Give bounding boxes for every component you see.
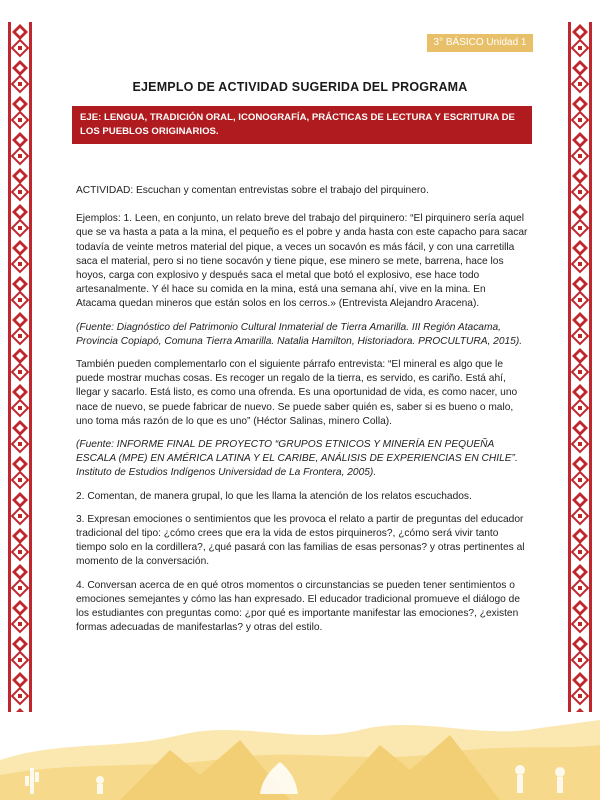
step-3: 3. Expresan emociones o sentimientos que les provoca el relato a partir de preguntas del educador tradicional del tipo: ¿cómo crees que era la vida de estos pirquineros?, ¿cómo será vivir tanto tiempo solo en la cordillera?, ¿qué pasará con las familias de esas personas? y otras pertinentes al momento de la conversación. — [76, 513, 525, 568]
source-citation-1: (Fuente: Diagnóstico del Patrimonio Cultural Inmaterial de Tierra Amarilla. III Región Atacama, Provincia Copiapó, Comuna Tierra Amarilla. Natalia Hamilton, Historiadora. PROCULTURA, 2015). — [76, 321, 523, 347]
step-4: 4. Conversan acerca de en qué otros momentos o circunstancias se pueden tener sentimientos o emociones semejantes y cómo las han expresado. El educador tradicional promueve el diálogo de los estudiantes con preguntas como: ¿por qué es importante manifestar las emociones?, ¿existen formas adecuadas de manifestarlas? y otras del estilo. — [76, 579, 520, 634]
grade-badge: 3° BÁSICO Unidad 1 — [427, 34, 533, 52]
source-citation-2: (Fuente: INFORME FINAL DE PROYECTO “GRUPOS ETNICOS Y MINERÍA EN PEQUEÑA ESCALA (MPE) EN AMÉRICA LATINA Y EL CARIBE, ANÁLISIS DE EXPERIENCIAS EN CHILE”. Instituto de Estudios Indígenos Universidad de La Frontera, 2005). — [76, 439, 518, 479]
page-title: EJEMPLO DE ACTIVIDAD SUGERIDA DEL PROGRAMA — [132, 80, 468, 94]
woven-border-right — [566, 22, 594, 712]
axis-banner: EJE: LENGUA, TRADICIÓN ORAL, ICONOGRAFÍA, PRÁCTICAS DE LECTURA Y ESCRITURA DE LOS PUEBLOS ORIGINARIOS. — [72, 106, 532, 144]
woven-border-left — [6, 22, 34, 712]
activity-content — [76, 184, 528, 644]
landscape-footer-illustration — [0, 690, 600, 800]
example-paragraph: Ejemplos: 1. Leen, en conjunto, un relato breve del trabajo del pirquinero: “El pirquinero sería aquel que se va hasta a pata a la mina, el pequeño es el pobre y anda hasta con este capacho para sacar todavía de veinte metros material del pique, a veces un socavón es más fácil, y con una carretilla saca el material, pero si no tiene socavón y tiene pique, ese minero se mete, barrena, hace los hoyos, carga con explosivo y después saca el metal que botó el explosivo, ese hace todo artesanalmente. Y él hace su comida en la mina, está una semana ahí, vive en la mina. En Atacama quedan mineros que están solos en los cerros.» (Entrevista Alejandro Aracena). — [76, 213, 528, 310]
complement-paragraph: También pueden complementarlo con el siguiente párrafo entrevista: “El mineral es algo que le puede mostrar muchas cosas. Es recoger un regalo de la tierra, es servido, es cariño. Está ahí, llegar y sacarlo. Está listo, es como una ofrenda. Es una oportunidad de vida, es como nacer, uno nace de nuevo, se puede fabricar de nuevo. Se puede saber quién es, saber si es bueno o malo, uno toma más razón de lo que es uno” (Héctor Salinas, minero Colla). — [76, 359, 518, 427]
step-2: 2. Comentan, de manera grupal, lo que les llama la atención de los relatos escuchados. — [76, 490, 472, 502]
activity-statement: ACTIVIDAD: Escuchan y comentan entrevistas sobre el trabajo del pirquinero. — [76, 185, 429, 196]
